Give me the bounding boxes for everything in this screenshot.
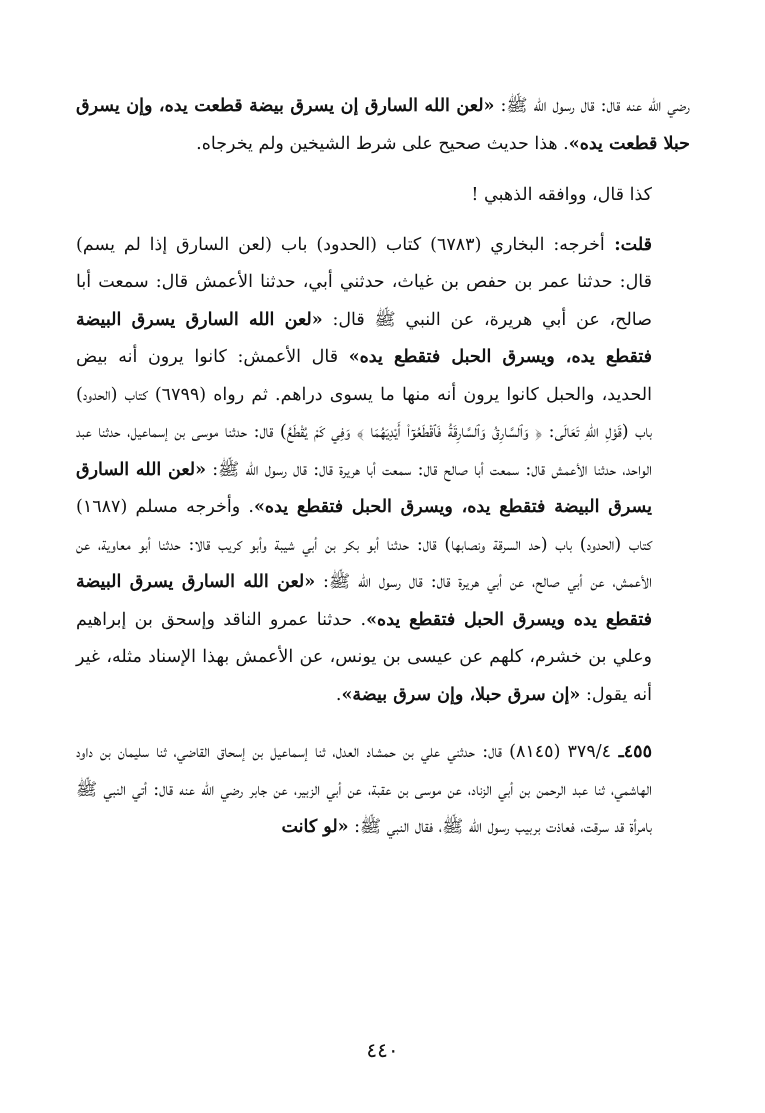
paragraph-dhahabi-note: [76, 177, 690, 215]
text-segment: .: [335, 684, 342, 705]
hadith-quote: «لعن الله السارق إن يسرق بيضة قطعت يده، وإن يسرق حبلا قطعت يده»: [76, 96, 690, 154]
paragraph-hadith-text: [76, 88, 690, 163]
hadith-quote: «لعن الله السارق يسرق البيضة فتقطع يده، ويسرق الحبل فتقطع يده»: [76, 309, 652, 367]
hadith-quote: «لعن الله السارق يسرق البيضة فتقطع يده ويسرق الحبل فتقطع يده»: [76, 572, 652, 630]
paragraph-takhrij: [76, 227, 690, 715]
hadith-quote: «لو كانت: [281, 817, 349, 837]
page-body: [76, 88, 690, 847]
text-segment: كذا قال، ووافقه الذهبي !: [471, 185, 652, 205]
text-segment: ٣٧٩/٤ (٨١٤٥) قال: حدثني علي بن حمشاد العدل، ثنا إسماعيل بن إسحاق القاضي، ثنا سليمان بن داود الهاشمي، ثنا عبد الرحمن بن أبي الزناد، عن موسى بن عقبة، عن أبي الزبير، عن جابر رضي الله عنه قال: أتي النبي ﷺ بامرأة قد سرقت، فعاذت بربيب رسول الله ﷺ، فقال النبي ﷺ:: [76, 742, 652, 837]
page-number: ٤٤٠: [366, 1038, 399, 1062]
text-segment: . هذا حديث صحيح على شرط الشيخين ولم يخرجاه.: [196, 133, 569, 154]
text-segment: . حدثنا عمرو الناقد وإسحق بن إبراهيم وعلي بن خشرم، كلهم عن عيسى بن يونس، عن الأعمش بهذا الإسناد مثله، غير أنه يقول:: [76, 609, 652, 705]
hadith-quote: «لعن الله السارق يسرق البيضة فتقطع يده، ويسرق الحبل فتقطع يده»: [76, 459, 652, 517]
paragraph-hadith-455: [76, 734, 690, 847]
text-segment: قال الأعمش: كانوا يرون أنه بيض الحديد، والحبل كانوا يرون أنه منها ما يسوى دراهم. ثم رواه (٦٧٩٩) كتاب (الحدود) باب (قَوْلِ اللهِ تَعَالَى: ﴿ وَٱلسَّارِقُ وَٱلسَّارِقَةُ فَٱقْطَعُوٓاْ أَيْدِيَهُمَا ﴾ وَفِي كَمْ يُقْطَعُ) قال: حدثنا موسى بن إسماعيل، حدثنا عبد الواحد، حدثنا الأعمش قال: سمعت أبا صالح قال: سمعت أبا هريرة قال: قال رسول الله ﷺ:: [76, 347, 652, 480]
hadith-quote: «إن سرق حبلا، وإن سرق بيضة»: [341, 684, 581, 705]
hadith-number: ٤٥٥ـ: [611, 742, 652, 762]
text-segment: أخرجه: البخاري (٦٧٨٣) كتاب (الحدود) باب (لعن السارق إذا لم يسم) قال: حدثنا عمر بن حفص بن غياث، حدثني أبي، حدثنا الأعمش قال: سمعت أبا صالح، عن أبي هريرة، عن النبي ﷺ قال:: [76, 234, 652, 330]
text-segment: رضي الله عنه قال: قال رسول الله ﷺ:: [494, 96, 690, 116]
qultu-label: قلت:: [604, 234, 653, 255]
text-segment: . وأخرجه مسلم (١٦٨٧) كتاب (الحدود) باب (حد السرقة ونصابها) قال: حدثنا أبو بكر بن أبي شيبة وأبو كريب قالا: حدثنا أبو معاوية، عن الأعمش، عن أبي صالح، عن أبي هريرة قال: قال رسول الله ﷺ:: [76, 497, 652, 592]
